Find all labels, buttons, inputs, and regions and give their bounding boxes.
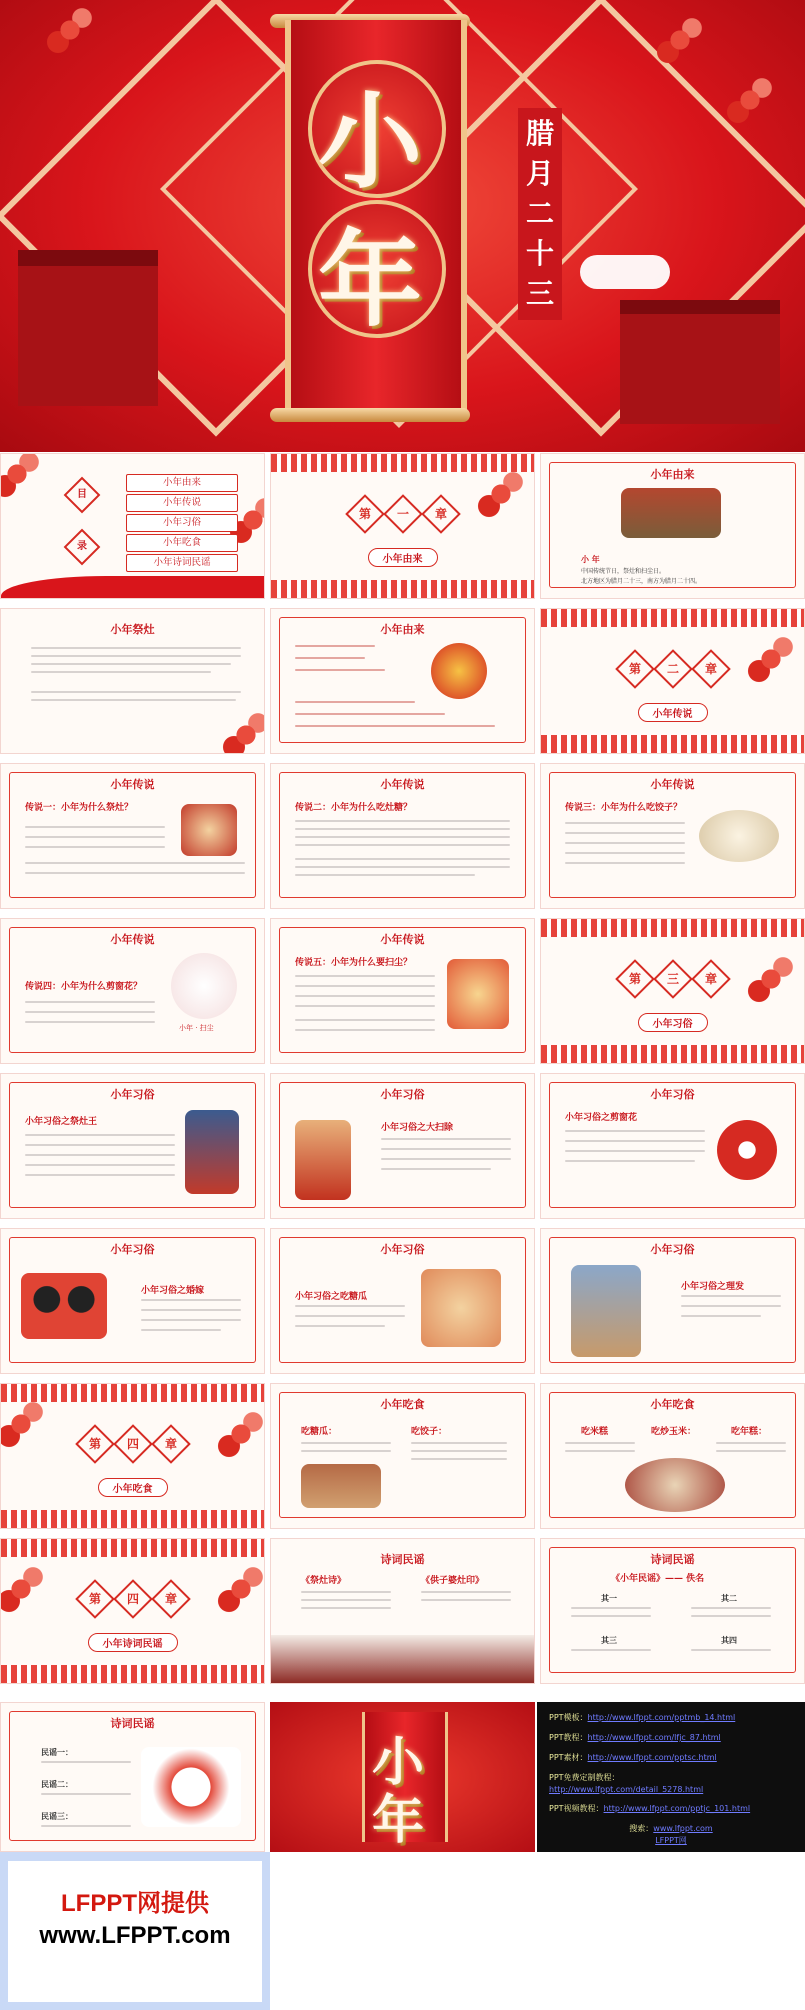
slide-title: 小年传说 [380,778,425,791]
link-row [549,1785,793,1794]
text-line [295,866,510,868]
slide-chapter-5 [0,1538,265,1684]
slide-chapter-1 [270,453,535,599]
poem-heading: 《祭灶诗》 [301,1576,347,1586]
dumplings-illustration [699,810,779,862]
custom-heading: 小年习俗之祭灶王 [25,1117,98,1127]
text-line [25,1154,175,1156]
text-line [565,1450,635,1452]
link-row: PPT教程：http://www.lfppt.com/lfjc_87.html [549,1733,721,1742]
slide-title: 小年传说 [650,778,695,791]
poem-part-label: 其二 [721,1594,737,1603]
poem-part-label: 民谣三： [41,1812,73,1821]
link-url[interactable]: http://www.lfppt.com/pptsc.html [587,1753,717,1762]
site-name-link[interactable]: LFPPT网 [655,1836,687,1845]
bullet-text: 中国传统节日，祭灶和扫尘日。 [581,568,666,575]
text-line [295,657,365,659]
chapter-tile: 第 [345,494,385,534]
chapter-tile: 章 [151,1579,191,1619]
chapter-title: 小年由来 [368,548,438,567]
text-line [295,858,510,860]
slide-chapter-3 [540,918,805,1064]
slide-custom-5 [270,1228,535,1374]
text-line [41,1793,131,1795]
plum-blossom [211,1559,265,1619]
slide-poem-1 [270,1538,535,1684]
slide-legend-2 [270,763,535,909]
slide-title: 小年习俗 [650,1088,695,1101]
chapter-title: 小年传说 [638,703,708,722]
chapter-tile: 第 [75,1424,115,1464]
text-line [565,822,685,824]
toc-item[interactable]: 小年吃食 [126,534,238,552]
chapter-tile: 第 [615,959,655,999]
papercut-girl-illustration [717,1120,777,1180]
paper-cut-band-bottom [1,1665,264,1683]
legend-heading: 传说三：小年为什么吃饺子？ [565,803,683,813]
text-line [295,713,445,715]
text-line [295,874,475,876]
text-line [571,1615,651,1617]
link-url[interactable]: http://www.lfppt.com/lfjc_87.html [587,1733,721,1742]
text-line [565,832,685,834]
link-url[interactable]: http://www.lfppt.com/pptjc_101.html [603,1804,751,1813]
chapter-tile: 一 [383,494,423,534]
toc-label-top: 目 [77,489,87,500]
firecracker-right [650,10,710,70]
chapter-badge [78,1430,188,1458]
food-heading: 吃年糕： [731,1427,768,1437]
text-line [381,1168,491,1170]
link-row: 搜索：www.lfppt.com [629,1824,713,1833]
cloud-ornament [580,255,670,289]
legend-heading: 传说四：小年为什么剪窗花？ [25,982,143,992]
plum-blossom [211,1404,265,1464]
custom-heading: 小年习俗之大扫除 [381,1123,454,1133]
village-house-left [18,250,158,406]
chapter-tile: 四 [113,1579,153,1619]
temple-illustration [621,488,721,538]
slide-title: 小年由来 [650,468,695,481]
watermark-line-2: www.LFPPT.com [39,1922,231,1949]
plum-blossom-right [720,70,780,130]
paper-cut-band-top [1,1539,264,1557]
slide-title: 诗词民谣 [380,1553,425,1566]
food-heading: 吃饺子： [411,1427,448,1437]
link-url[interactable]: www.lfppt.com [653,1824,713,1833]
plum-blossom [471,464,531,524]
text-line [295,844,510,846]
text-line [295,1315,405,1317]
resource-links-panel [537,1702,805,1852]
text-line [565,1442,635,1444]
text-line [295,985,435,987]
plum-blossom [0,1394,51,1454]
text-line [681,1295,781,1297]
cover-slide [0,0,805,452]
text-line [421,1591,511,1593]
slide-poem-3 [0,1702,265,1852]
winter-scene-illustration [171,953,237,1019]
family-meal-illustration [301,1464,381,1508]
haircut-illustration [571,1265,641,1357]
text-line [25,862,245,864]
text-line [25,1134,175,1136]
text-line [25,1021,155,1023]
chapter-tile: 三 [653,959,693,999]
lantern-cluster-left [40,0,100,60]
text-line [295,701,415,703]
dinner-table-illustration [625,1458,725,1512]
cover-title-char-2: 年 [318,218,423,341]
text-line [25,826,165,828]
text-line [301,1450,391,1452]
text-line [571,1649,651,1651]
chapter-title: 小年诗词民谣 [88,1633,178,1652]
text-line [25,846,165,848]
winter-caption: 小年 · 扫尘 [179,1024,214,1032]
text-line [31,671,211,673]
plum-blossom [0,453,47,504]
link-row: PPT视频教程：http://www.lfppt.com/pptjc_101.html [549,1804,751,1813]
slide-title: 诗词民谣 [650,1553,695,1566]
slide-poem-2 [540,1538,805,1684]
poem-part-label: 民谣一： [41,1748,73,1757]
toc-item[interactable]: 小年习俗 [126,514,238,532]
slide-title: 小年由来 [380,623,425,636]
slide-chapter-2 [540,608,805,754]
slide-chapter-4 [0,1383,265,1529]
slide-title: 小年习俗 [110,1088,155,1101]
text-line [295,1005,435,1007]
food-heading: 吃糖瓜： [301,1427,338,1437]
chapter-tile: 章 [421,494,461,534]
text-line [301,1599,391,1601]
text-line [681,1315,761,1317]
text-line [25,836,165,838]
chapter-tile: 章 [151,1424,191,1464]
link-row: PPT素材：http://www.lfppt.com/pptsc.html [549,1753,717,1762]
text-line [716,1450,786,1452]
text-line [31,691,241,693]
text-line [691,1615,771,1617]
text-line [25,1001,155,1003]
children-illustration [447,959,509,1029]
chapter-badge [618,965,728,993]
paper-cut-band-top [1,1384,264,1402]
text-line [295,725,495,727]
slide-legend-3 [540,763,805,909]
legend-heading: 传说一：小年为什么祭灶？ [25,803,134,813]
pavilion-right [620,300,780,424]
text-line [411,1450,507,1452]
slide-title: 小年吃食 [380,1398,425,1411]
slide-zaojun [0,608,265,754]
text-line [295,1305,405,1307]
text-line [691,1607,771,1609]
toc-diamond-top [64,477,101,514]
slide-legend-1 [0,763,265,909]
text-line [565,862,685,864]
food-heading: 吃炒玉米： [651,1427,697,1437]
legend-heading: 传说五：小年为什么要扫尘？ [295,958,413,968]
village-houses-illustration [271,1635,535,1683]
poem-part-label: 其四 [721,1636,737,1645]
poem-heading: 《小年民谣》—— 佚名 [611,1574,705,1584]
custom-heading: 小年习俗之吃糖瓜 [295,1292,368,1302]
bullet-text: 北方地区为腊月二十三，南方为腊月二十四。 [581,578,702,585]
text-line [565,1140,705,1142]
text-line [295,995,435,997]
sweeping-girl-illustration [295,1120,351,1200]
text-line [25,1144,175,1146]
text-line [716,1442,786,1444]
plum-blossom [741,629,801,689]
slide-title: 小年祭灶 [110,623,155,636]
text-line [295,836,510,838]
custom-heading: 小年习俗之剪窗花 [565,1113,638,1123]
slide-custom-6 [540,1228,805,1374]
paper-cut-band-bottom [271,580,534,598]
toc-item[interactable]: 小年由来 [126,474,238,492]
text-line [295,820,510,822]
cover-date-vertical: 腊月二十三 [518,108,562,320]
poem-part-label: 其三 [601,1636,617,1645]
slide-title: 小年传说 [380,933,425,946]
poem-part-label: 其一 [601,1594,617,1603]
text-line [301,1607,391,1609]
text-line [141,1309,241,1311]
text-line [295,669,385,671]
slide-custom-1 [0,1073,265,1219]
slide-toc [0,453,265,599]
end-title-char-2: 年 [372,1790,425,1851]
poem-part-label: 民谣二： [41,1780,73,1789]
text-line [31,663,231,665]
text-line [381,1158,511,1160]
text-line [421,1599,511,1601]
text-line [681,1305,781,1307]
slide-custom-4 [0,1228,265,1374]
chapter-tile: 二 [653,649,693,689]
kitchen-god-illustration [181,804,237,856]
text-line [141,1319,241,1321]
slide-custom-3 [540,1073,805,1219]
slide-origin-overview [540,453,805,599]
chapter-tile: 四 [113,1424,153,1464]
text-line [295,828,510,830]
text-line [565,852,685,854]
slide-food-2 [540,1383,805,1529]
text-line [25,1164,175,1166]
plum-blossom [0,1559,51,1619]
text-line [411,1442,507,1444]
festive-family-illustration [431,643,487,699]
poem-heading: 《供子婆灶印》 [421,1576,485,1586]
chapter-tile: 第 [75,1579,115,1619]
slide-title: 小年习俗 [380,1088,425,1101]
slide-title: 小年传说 [110,778,155,791]
text-line [25,872,245,874]
chapter-title: 小年习俗 [638,1013,708,1032]
slide-title: 小年习俗 [110,1243,155,1256]
text-line [295,1029,435,1031]
chapter-badge [78,1585,188,1613]
custom-heading: 小年习俗之婚嫁 [141,1286,205,1296]
watermark-inner [8,1861,262,2002]
slide-legend-4 [0,918,265,1064]
chapter-badge [618,655,728,683]
zaojun-statue-illustration [185,1110,239,1194]
plum-blossom [216,705,265,754]
text-line [41,1761,131,1763]
food-heading: 吃米糕 [581,1427,609,1437]
text-line [565,842,685,844]
toc-label-bottom: 录 [77,541,87,552]
slide-title: 小年吃食 [650,1398,695,1411]
scroll-rod-bottom [270,408,470,422]
text-line [295,1325,385,1327]
custom-heading: 小年习俗之理发 [681,1282,745,1292]
text-line [31,699,236,701]
text-line [565,1160,695,1162]
slide-title: 小年传说 [110,933,155,946]
plum-blossom [741,949,801,1009]
text-line [295,645,375,647]
text-line [41,1825,131,1827]
slide-origin-regions [270,608,535,754]
wedding-couple-illustration [21,1273,107,1339]
slide-title: 诗词民谣 [110,1717,155,1730]
link-row: PPT免费定制教程： [549,1773,620,1782]
text-line [565,1150,705,1152]
papercut-festival-illustration [141,1747,241,1827]
child-eating-illustration [421,1269,501,1347]
text-line [295,975,435,977]
text-line [301,1591,391,1593]
text-line [381,1148,511,1150]
text-line [691,1649,771,1651]
watermark-box [0,1852,270,2010]
red-wave-footer [1,576,264,598]
cover-title-char-1: 小 [318,80,423,203]
slide-title: 小年习俗 [380,1243,425,1256]
text-line [565,1130,705,1132]
text-line [25,1011,155,1013]
paper-cut-band-bottom [541,1045,804,1063]
end-title-char-1: 小 [372,1732,425,1793]
link-url[interactable]: http://www.lfppt.com/detail_5278.html [549,1785,704,1794]
slide-custom-2 [270,1073,535,1219]
paper-cut-band-bottom [541,735,804,753]
text-line [295,1019,435,1021]
toc-diamond-bottom [64,529,101,566]
text-line [31,655,241,657]
link-row: PPT模板：http://www.lfppt.com/pptmb_14.html [549,1713,736,1722]
paper-cut-band-top [541,609,804,627]
text-line [31,647,241,649]
paper-cut-band-bottom [1,1510,264,1528]
watermark-line-1: LFPPT网提供 [61,1890,209,1917]
slide-legend-5 [270,918,535,1064]
slide-end-cover [270,1702,535,1852]
text-line [411,1458,507,1460]
link-url[interactable]: http://www.lfppt.com/pptmb_14.html [587,1713,736,1722]
chapter-tile: 第 [615,649,655,689]
chapter-badge [348,500,458,528]
chapter-tile: 章 [691,649,731,689]
chapter-tile: 章 [691,959,731,999]
text-line [25,1174,175,1176]
text-line [301,1442,391,1444]
mini-heading: 小 年 [581,555,600,564]
slide-food-1 [270,1383,535,1529]
toc-item[interactable]: 小年诗词民谣 [126,554,238,572]
paper-cut-band-top [541,919,804,937]
slide-title: 小年习俗 [650,1243,695,1256]
text-line [381,1138,511,1140]
link-row [549,1835,793,1846]
legend-heading: 传说二：小年为什么吃灶糖？ [295,803,413,813]
text-line [141,1299,241,1301]
text-line [571,1607,651,1609]
text-line [141,1329,221,1331]
chapter-title: 小年吃食 [98,1478,168,1497]
toc-item[interactable]: 小年传说 [126,494,238,512]
